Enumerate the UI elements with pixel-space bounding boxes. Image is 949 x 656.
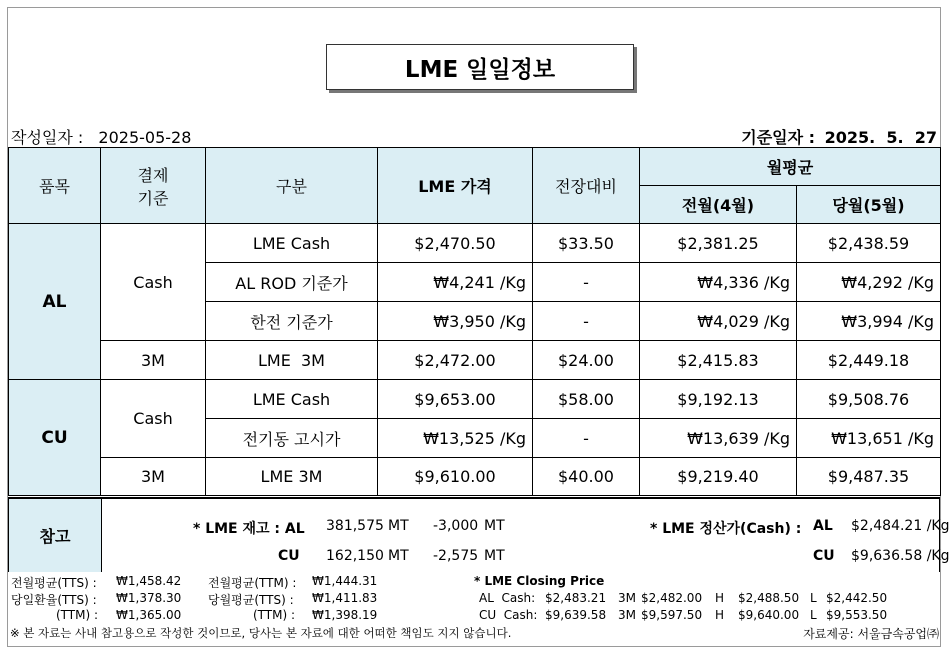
closing-al-cash-value: $2,483.21 [545, 591, 607, 605]
curr-month-cell: ₩3,994 /Kg [797, 302, 941, 341]
settle-price-label: * LME 정산가(Cash) : [650, 521, 802, 537]
settle-cu-cash: Cash [101, 380, 206, 458]
closing-cu-3m-value: $9,597.50 [641, 608, 703, 622]
price-cell: ₩4,241 /Kg [378, 263, 533, 302]
header-curr-month: 당월(5월) [797, 186, 941, 224]
created-date-line [11, 125, 191, 148]
price-cell: $2,470.50 [378, 224, 533, 263]
change-cell: - [533, 302, 640, 341]
change-cell: $40.00 [533, 458, 640, 496]
category-cell: LME 3M [206, 458, 378, 496]
curr-month-cell: $2,449.18 [797, 341, 941, 380]
header-settle-line2: 기준 [137, 188, 169, 208]
stock-al-value: 381,575 [326, 518, 384, 534]
header-settle [101, 148, 206, 224]
curr-month-cell: ₩13,651 /Kg [797, 419, 941, 458]
page-title: LME 일일정보 [326, 44, 634, 90]
header-monthly-avg: 월평균 [640, 148, 941, 186]
price-table [8, 147, 941, 496]
closing-cu-cash-label: CU Cash: [479, 608, 538, 622]
reference-label: 참고 [9, 499, 102, 572]
footer-prev-avg-tts-value: ₩1,458.42 [116, 574, 182, 588]
footer-today-rate-ttm-label: (TTM) : [56, 608, 99, 622]
prev-month-cell: $2,415.83 [640, 341, 797, 380]
footer-curr-avg-tts-label: 당월평균(TTS) : [208, 593, 294, 607]
footer-today-rate-tts-value: ₩1,378.30 [116, 591, 182, 605]
stock-cu-change-unit: MT [484, 548, 505, 564]
closing-cu-low-value: $9,553.50 [826, 608, 888, 622]
closing-cu-high-label: H [715, 608, 725, 622]
curr-month-cell: $2,438.59 [797, 224, 941, 263]
settle-al-value: $2,484.21 /Kg [851, 518, 949, 534]
footer-prev-avg-tts-label: 전월평균(TTS) : [11, 576, 97, 590]
closing-cu-cash-value: $9,639.58 [545, 608, 607, 622]
disclaimer-text: ※ 본 자료는 사내 참고용으로 작성한 것이므로, 당사는 본 자료에 대한 어떠한 책임도 지지 않습니다. [10, 626, 512, 640]
created-date-label: 작성일자 : [11, 128, 84, 147]
stock-label: * LME 재고 : AL [193, 521, 305, 537]
header-prev-month: 전월(4월) [640, 186, 797, 224]
stock-cu-value: 162,150 [326, 548, 384, 564]
created-date-value: 2025-05-28 [98, 128, 192, 147]
category-cell: LME Cash [206, 380, 378, 419]
footer-curr-avg-ttm-label: (TTM) : [253, 608, 296, 622]
closing-al-3m-value: $2,482.00 [641, 591, 703, 605]
change-cell: - [533, 419, 640, 458]
reference-content [102, 499, 949, 572]
closing-al-cash-label: AL Cash: [479, 591, 536, 605]
stock-al-unit: MT [388, 518, 409, 534]
table-row [9, 224, 941, 263]
prev-month-cell: $2,381.25 [640, 224, 797, 263]
category-cell: 한전 기준가 [206, 302, 378, 341]
prev-month-cell: $9,192.13 [640, 380, 797, 419]
table-row [9, 380, 941, 419]
prev-month-cell: $9,219.40 [640, 458, 797, 496]
header-settle-line1: 결제 [137, 165, 169, 185]
prev-month-cell: ₩4,336 /Kg [640, 263, 797, 302]
item-cu: CU [9, 380, 101, 496]
closing-al-low-value: $2,442.50 [826, 591, 888, 605]
stock-cu-label: CU [278, 548, 300, 564]
settle-al-label: AL [813, 518, 833, 534]
header-category: 구분 [206, 148, 378, 224]
change-cell: $33.50 [533, 224, 640, 263]
footer-today-rate-ttm-value: ₩1,365.00 [116, 608, 182, 622]
curr-month-cell: $9,487.35 [797, 458, 941, 496]
closing-al-high-label: H [715, 591, 725, 605]
category-cell: LME 3M [206, 341, 378, 380]
reference-section [8, 497, 949, 572]
change-cell: $58.00 [533, 380, 640, 419]
category-cell: AL ROD 기준가 [206, 263, 378, 302]
curr-month-cell: $9,508.76 [797, 380, 941, 419]
change-cell: - [533, 263, 640, 302]
price-cell: $9,653.00 [378, 380, 533, 419]
base-date-label: 기준일자 : [741, 128, 816, 147]
table-row [9, 458, 941, 496]
closing-cu-3m-label: 3M [618, 608, 636, 622]
closing-price-title: * LME Closing Price [474, 574, 605, 588]
settle-cu-3m: 3M [101, 458, 206, 496]
price-cell: $9,610.00 [378, 458, 533, 496]
curr-month-cell: ₩4,292 /Kg [797, 263, 941, 302]
data-source-text: 자료제공: 서울금속공업㈜ [803, 627, 939, 641]
settle-al-3m: 3M [101, 341, 206, 380]
header-lme-price: LME 가격 [378, 148, 533, 224]
stock-al-change: -3,000 [433, 518, 479, 534]
change-cell: $24.00 [533, 341, 640, 380]
price-cell: $2,472.00 [378, 341, 533, 380]
stock-cu-unit: MT [388, 548, 409, 564]
price-cell: ₩3,950 /Kg [378, 302, 533, 341]
header-item: 품목 [9, 148, 101, 224]
category-cell: 전기동 고시가 [206, 419, 378, 458]
settle-cu-label: CU [813, 548, 835, 564]
closing-cu-high-value: $9,640.00 [738, 608, 800, 622]
footer-prev-avg-ttm-value: ₩1,444.31 [312, 574, 378, 588]
closing-al-3m-label: 3M [618, 591, 636, 605]
prev-month-cell: ₩13,639 /Kg [640, 419, 797, 458]
prev-month-cell: ₩4,029 /Kg [640, 302, 797, 341]
price-cell: ₩13,525 /Kg [378, 419, 533, 458]
category-cell: LME Cash [206, 224, 378, 263]
base-date-line [741, 125, 937, 148]
closing-cu-low-label: L [810, 608, 817, 622]
footer-curr-avg-tts-value: ₩1,411.83 [312, 591, 378, 605]
closing-al-low-label: L [810, 591, 817, 605]
closing-al-high-value: $2,488.50 [738, 591, 800, 605]
footer-prev-avg-ttm-label: 전월평균(TTM) : [208, 576, 297, 590]
header-change: 전장대비 [533, 148, 640, 224]
footer-today-rate-tts-label: 당일환율(TTS) : [11, 593, 97, 607]
base-date-value: 2025. 5. 27 [824, 128, 937, 147]
footer-curr-avg-ttm-value: ₩1,398.19 [312, 608, 378, 622]
settle-cu-value: $9,636.58 /Kg [851, 548, 949, 564]
stock-cu-change: -2,575 [433, 548, 479, 564]
stock-al-change-unit: MT [484, 518, 505, 534]
settle-al-cash: Cash [101, 224, 206, 341]
table-row [9, 341, 941, 380]
item-al: AL [9, 224, 101, 380]
